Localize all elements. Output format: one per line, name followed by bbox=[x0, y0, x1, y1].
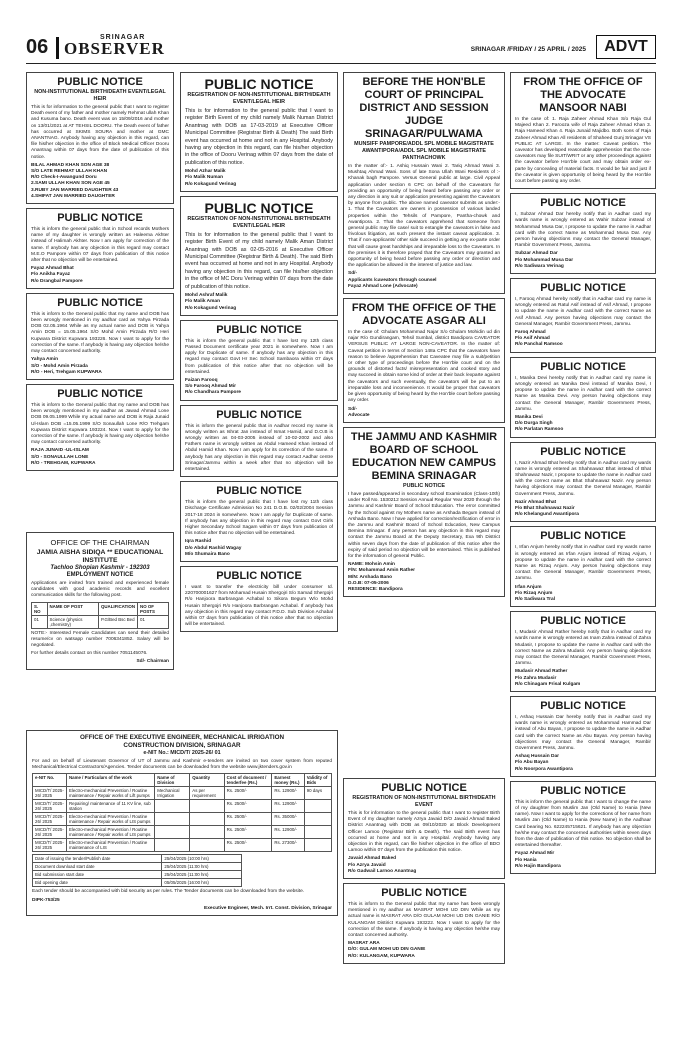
notice-title: THE JAMMU AND KASHMIR BOARD OF SCHOOL EDUCATION NEW CAMPUS BEMINA SRINAGAR bbox=[350, 430, 498, 482]
notice-title: PUBLIC NOTICE bbox=[216, 485, 302, 498]
public-notice bbox=[180, 196, 338, 316]
signature-line: MASRAT ARA bbox=[348, 941, 380, 947]
table-cell: Date of issuing the tender/Publish date bbox=[33, 855, 162, 863]
notice-title: PUBLIC NOTICE bbox=[381, 887, 467, 900]
table-cell: Rs. 2500/- bbox=[224, 800, 272, 813]
table-cell: Rs. 12900/- bbox=[272, 787, 304, 800]
table-cell: Rs. 27300/- bbox=[272, 839, 304, 852]
signature-line: R/o Parlatan Ramsoo bbox=[515, 427, 564, 433]
table-cell: 25/04/2025 (11:00 hrs) bbox=[162, 863, 242, 871]
public-notice bbox=[343, 427, 505, 597]
tender-box bbox=[26, 730, 338, 916]
notice-body: I want to transfer the electricity bill under consumer Id. 220700001627 from Mohamad Husain Shergojri S/o Samad Shergojri R/o Hanjoora Barbrangan Achabal to Sikora Begum W/o Mohd Husain Shergojri R/o Hanjoora Barbrangan Achabal. If anybody has any objection in this regard may contact P.D.D. Sub Division Achabal within 07 days from publication of this notice after that no objection will be entertained. bbox=[185, 585, 333, 628]
public-notice bbox=[510, 72, 656, 189]
table-header: Cost of document / tenderfee (Rs.) bbox=[224, 774, 272, 787]
public-notice bbox=[343, 72, 505, 294]
table-cell: MICD/T/ 2025-26/ 2025 bbox=[33, 787, 67, 800]
table-cell bbox=[155, 839, 190, 852]
notice-title: PUBLIC NOTICE bbox=[540, 784, 626, 797]
public-notice bbox=[510, 278, 656, 353]
table-cell: MICD/T/ 2025-26/ 2025 bbox=[33, 826, 67, 839]
chairman-note: NOTE:- Interested Female Candidates can send their detailed resume/cv on watsapp number 7006341852. Salary will be negotiated. bbox=[31, 630, 169, 649]
signature-line: Ashaq Hussain Dar bbox=[515, 754, 559, 760]
table-cell bbox=[304, 813, 331, 826]
notice-title: PUBLIC NOTICE bbox=[204, 199, 314, 216]
table-cell bbox=[155, 800, 190, 813]
notice-signature bbox=[348, 407, 500, 419]
notice-signature bbox=[515, 415, 651, 434]
table-row bbox=[33, 879, 242, 887]
table-cell: Rs. 2500/- bbox=[224, 826, 272, 839]
notice-body: I, Nazir Ahmad Bhat hereby notify that in Aadhar card my wards name is wrongly entered as Shahnawaz Bhat instead of Bhat Shahnawaz Nazir, I propose to update the name in Aadhar card with the correct name as Bhat Shahnawaz Nazir. Any person having objections may contact the General Manager, Rambir Government Press, Jammu. bbox=[515, 460, 651, 497]
notice-title: PUBLIC NOTICE bbox=[204, 76, 314, 92]
tender-footer: Each tender should be accompanied with bid security as per rules. The Tender documents can be downloaded from the website. bbox=[32, 889, 305, 895]
signature-line: Faizan Farooq bbox=[185, 377, 218, 383]
chairman-notice-label: EMPLOYMENT NOTICE bbox=[66, 572, 134, 578]
signature-line: S/O LATE REHMAT ULLAH KHAN bbox=[31, 169, 108, 175]
table-cell: Electro-mechanical Prevention / Routine maintenance / Repair works of LIS pumps bbox=[66, 826, 154, 839]
notice-signature bbox=[185, 539, 333, 558]
signature-line: Subzar Ahmad Dar bbox=[515, 251, 558, 257]
table-row bbox=[33, 813, 332, 826]
notice-body: This is inform the general public that in Aadhar record my name is wrongly written as Ishrat Jan instead of Ismat Hamid, and D.O.B is wrongly written as 04-03-2005 instead of 10-02-2002 and also Fathers name is wrongly written as Abdul Hameed Khan instead of Abdul Hamid Khan. Now I am apply for its correction of the same. If anybody has any objection in this regard may contact Aadhar centre Srinagar/Jammu within a week after that no objection will be entertained. bbox=[185, 423, 333, 472]
table-header: Validity of Bids bbox=[304, 774, 331, 787]
signature-line: R/O Check-I-Awangund Doru bbox=[31, 175, 97, 181]
signature-line: Yahya Amin bbox=[31, 357, 59, 363]
signature-line: R/O: KULANGAM, KUPWARA bbox=[348, 953, 415, 959]
signature-line: R/o Chandhara Pampore bbox=[185, 390, 241, 396]
signature-line: F/o Hania bbox=[515, 857, 537, 863]
public-notice bbox=[180, 320, 338, 401]
signature-line: Faroq Ahmad bbox=[515, 330, 546, 336]
public-notice bbox=[510, 781, 656, 874]
signature-line: R/o Panchal Ramsoo bbox=[515, 342, 563, 348]
public-notice bbox=[343, 778, 505, 879]
masthead-divider bbox=[56, 37, 59, 59]
signature-line: M/o Shumaira Bano bbox=[185, 551, 230, 557]
table-cell: Electro-mechanical Prevention / Routine maintenance / Repair works of Lift pumps bbox=[66, 787, 154, 800]
notice-body: This is inform to the General public that my name and DOB has been wrongly mentioned in my aadhar as Jawad Ahmad Lone DOB 09.05.1999 While my actual name and DOB is Raja Junaid Ul-Islam DOB =15.05.1999 S/O Sonaullah Lone R/O Trehgam Kupwara District Kupwara 193224. Now I want to apply for the correction of the same. If anybody is having any objection he/she may contact concerned authority. bbox=[31, 402, 169, 446]
table-cell bbox=[155, 813, 190, 826]
notice-body: I have passed/appeared in secondary school Examination (Class-10th) under Roll No. 1530212 Session Annual Regular Year 2020 through the Jammu and Kashmir Board of School Education. The error committed by the School against my Mothers name as Arshada Begum instead of Arshada Bano. Now I have applied for correction/rectification of error in the Jammu and Kashmir Board of School Education, New Campus Bemina Srinagar. If any person has any objection in this regard may contact the Jammu Board at the Deputy Secretary, Exa 9th District within seven days from the date of publication of this notice after the expiry of said period no objection will be entertained. This is published for the information of general Public. bbox=[348, 491, 500, 559]
notice-signature bbox=[31, 163, 169, 200]
table-header: S. NO bbox=[32, 602, 48, 615]
notice-signature bbox=[348, 562, 500, 593]
signature-line: Applicants /caveators through counsel bbox=[348, 277, 437, 283]
table-cell: Repairing/ maintenance of 11 KV line, sub station bbox=[66, 800, 154, 813]
public-notice bbox=[180, 405, 338, 478]
table-cell: Science (physics ,chemistry) bbox=[47, 615, 98, 628]
table-cell bbox=[304, 839, 331, 852]
notice-body: This is inform to the General public that my name and DOB has been wrongly mentioned in my aadhar card as Yahya Pirzada DOB 02.05.1964 While as my actual name and DOB is Yahya Amin DOB = 15.05.1964 S/O Mohd Amin Pirzada R/O Heri Kupwara District Kupwara 193226. Now I want to apply for the correction of the same. If anybody is having any objection he/she may contact concerned authority. bbox=[31, 311, 169, 355]
chairman-org: JAMIA AISHA SIDIQA ** EDUCATIONAL INSTITUTE bbox=[36, 549, 164, 564]
signature-line: F/o Abu Bayan bbox=[515, 760, 549, 766]
notice-title: PUBLIC NOTICE bbox=[216, 323, 302, 336]
tender-sign: Executive Engineer, Mech. Irrt. Const. Division, Srinagar bbox=[204, 905, 332, 911]
signature-line: F/o Rizaq Anjum bbox=[515, 590, 553, 596]
notice-signature bbox=[515, 669, 651, 688]
column-3 bbox=[343, 72, 505, 601]
table-cell: Rs. 12900/- bbox=[272, 826, 304, 839]
notice-title: PUBLIC NOTICE bbox=[540, 360, 626, 373]
table-cell: 05/05/2025 (16:00 hrs) bbox=[162, 879, 242, 887]
vacancy-table bbox=[31, 602, 169, 629]
notice-body: This is for information to the general public that I want to register Birth Event of my child namely Malik Numan District Anantnag with DOB as 17-03-2019 at Executive Officer Municipal Committee (Registrar Birth & Death) The said Birth event has occurred at home and not in any Hospital. Anybody having any objection in this regard, can file his/her objection in the office of Dooru Verinag within 07 days from the date of publication of this notice. bbox=[185, 108, 333, 166]
chairman-address: Tachloo Shopian Kashmir - 192303 bbox=[50, 565, 150, 571]
signature-line: D.O.B: 07-05-2006 bbox=[348, 580, 389, 586]
signature-line: BILAL AHMAD KHAN SON AGE 38 bbox=[31, 162, 110, 168]
notice-body: This is inform the general public that I have lost my 12th class Passed Document certificate year 2021 in somewhere. Now I am apply for Duplicate of same. If anybody has any objection in this regard may contact Govt Hr Sec School Sambaora within 07 days from publication of this notice after that no objection will be entertained. bbox=[185, 338, 333, 375]
signature-line: Mudasir Ahmad Rather bbox=[515, 669, 568, 675]
public-notice bbox=[26, 208, 174, 289]
table-cell bbox=[155, 826, 190, 839]
signature-line: R/o Noorpora Awantipora bbox=[515, 766, 573, 772]
notice-title: PUBLIC NOTICE bbox=[57, 76, 143, 88]
signature-line: Sd/- bbox=[348, 406, 358, 412]
notice-title: PUBLIC NOTICE bbox=[57, 212, 143, 225]
notice-title: FROM THE OFFICE OF THE ADVOCATE ASGAR ALI bbox=[351, 302, 497, 328]
signature-line: Fayaz Ahmad Mir bbox=[515, 851, 555, 857]
notice-body: I, Ashaq Hussain Dar hereby notify that in Aadhar card my wards name is wrongly entered as Mohammad Hammad Dar instead of Abu Bayan, I propose to update the name in Aadhar card with the correct Name as Abu Bayan. Any person having objections may contact the General Manager, Rambir Government Press, Jammu. bbox=[515, 715, 651, 752]
signature-line: D/o Durga Singh bbox=[515, 421, 553, 427]
notice-title: PUBLIC NOTICE bbox=[57, 296, 143, 309]
signature-line: Javaid Ahmad Baked bbox=[348, 856, 397, 862]
employment-notice bbox=[26, 532, 174, 670]
signature-line: F/o Asif Ahmad bbox=[515, 336, 550, 342]
notice-title: BEFORE THE HON'BLE COURT OF PRINCIPAL DISTRICT AND SESSION JUDGE SRINAGAR/PULWAMA bbox=[359, 76, 489, 140]
notice-body: I, Farooq Ahmad hereby notify that in Aadhar card my name is wrongly entered as Ratul Asif instead of Asif Ahmad, I propose to update the name in Aadhar card with the correct Name as Asif Ahmad. Any person having objections may contact the General Manager, Rambir Government Press, Jammu. bbox=[515, 297, 651, 327]
signature-line: Irfan Anjum bbox=[515, 584, 542, 590]
chairman-sign: Sd/- Chairman bbox=[136, 659, 169, 665]
table-cell: 01 bbox=[138, 615, 169, 628]
table-header: NAME OF POST bbox=[47, 602, 98, 615]
notice-title: PUBLIC NOTICE bbox=[57, 387, 143, 400]
public-notice bbox=[26, 384, 174, 471]
signature-line: F/o Azrya Javaid bbox=[348, 862, 386, 868]
signature-line: NAME: Mohsin Amin bbox=[348, 562, 395, 568]
table-cell: Rs. 35000/- bbox=[272, 813, 304, 826]
notice-subtitle: MUNSIFF PAMPORE/ADDL SPL MOBILE MAGISTRATE AWANTIPORA/ADDL SPL MOBILE MAGISTRATE PANTHACHOWK bbox=[354, 141, 494, 161]
table-cell: Mechanical Irrigation bbox=[155, 787, 190, 800]
chairman-intro: Applications are invited from trained and experienced female candidates with good academic records and excellent communication skills for the following post. bbox=[31, 581, 169, 599]
logo-small-text: SRINAGAR bbox=[100, 34, 146, 41]
signature-line: D/o Abdul Rashid Wagay bbox=[185, 545, 242, 551]
notice-signature bbox=[515, 851, 651, 870]
signature-line: R/o Hajin Bandipora bbox=[515, 863, 561, 869]
notice-signature bbox=[515, 585, 651, 604]
signature-line: S/O - SONAULLAH LONE bbox=[31, 454, 89, 460]
column-1 bbox=[26, 72, 174, 475]
table-cell: 25/04/2025 (10:00 hrs) bbox=[162, 855, 242, 863]
table-cell: Rs. 2500/- bbox=[224, 787, 272, 800]
signature-line: Mohd Azhar Malik bbox=[185, 169, 226, 175]
notice-title: PUBLIC NOTICE bbox=[216, 408, 302, 421]
notice-subtitle: REGISTRATION OF NON-INSTITUTIONAL BIRTH/DEATH EVENT bbox=[352, 795, 496, 808]
public-notice bbox=[26, 72, 174, 204]
public-notice bbox=[180, 481, 338, 562]
signature-line: R/o Sadiwara Verinag bbox=[515, 263, 564, 269]
notice-signature bbox=[31, 448, 169, 467]
signature-line: Mohd Ashraf Malik bbox=[185, 293, 228, 299]
column-4 bbox=[510, 72, 656, 878]
tender-dates-table bbox=[32, 854, 242, 887]
signature-line: Sd/- bbox=[348, 271, 358, 277]
table-cell: Bid opening date bbox=[33, 879, 162, 887]
table-row bbox=[33, 839, 332, 852]
signature-line: 2.SAMI ULLAH KHAN SON AGE 45 bbox=[31, 181, 110, 187]
signature-line: R/o Kokagund Verinag bbox=[185, 181, 237, 187]
notice-body: This is for information to the general public that I want to register Birth Event of my daughter namely Azrya Javaid D/O Javaid Ahmad Baked District Anantnag with DOB as 09/10/2020 at Block Development Officer Lamoo (Registrar Birth & Death). The said Birth event has occurred at home and not in any Hospital. Anybody having any objection in this regard, can file his/her objection in the office of BDO Lamoo within 07 days from the publication this notice. bbox=[348, 811, 500, 854]
notice-signature bbox=[185, 293, 333, 312]
public-notice bbox=[510, 526, 656, 607]
notice-title: PUBLIC NOTICE bbox=[540, 615, 626, 628]
notice-title: PUBLIC NOTICE bbox=[540, 445, 626, 458]
signature-line: S/O - Mohd Amin Pirzada bbox=[31, 363, 88, 369]
notice-signature bbox=[348, 271, 500, 290]
table-cell: P.G/Bed Bsc Bed bbox=[98, 615, 137, 628]
public-notice bbox=[180, 566, 338, 632]
table-cell: 90 days bbox=[304, 787, 331, 800]
notice-signature bbox=[348, 941, 500, 960]
page-number: 06 bbox=[26, 36, 49, 58]
tender-code: DIPK-753/25 bbox=[32, 897, 60, 903]
notice-subtitle: REGISTRATION OF NON-INSTITUTIONAL BIRTH/DEATH EVENT/LEGAL HEIR bbox=[187, 92, 331, 105]
table-cell: MICD/T/ 2025-26/ 2025 bbox=[33, 800, 67, 813]
signature-line: M/N: Arshada Bano bbox=[348, 574, 393, 580]
signature-line: F/o Malik Numan bbox=[185, 175, 224, 181]
public-notice bbox=[343, 883, 505, 964]
signature-line: S/o Farooq Ahmad Mir bbox=[185, 384, 236, 390]
table-row bbox=[33, 855, 242, 863]
table-cell bbox=[190, 813, 224, 826]
table-row bbox=[33, 871, 242, 879]
table-cell: As per requirement bbox=[190, 787, 224, 800]
public-notice bbox=[510, 442, 656, 523]
notice-subtitle: NON-INSTITUTIONAL BIRTH/DEATH EVENT/LEGAL HEIR bbox=[34, 89, 166, 102]
table-cell: Electro-mechanical Prevention / Routine maintenance of LIS bbox=[66, 839, 154, 852]
signature-line: Manika Devi bbox=[515, 414, 543, 420]
notice-title: PUBLIC NOTICE bbox=[540, 282, 626, 295]
notice-signature bbox=[185, 169, 333, 188]
public-notice bbox=[26, 293, 174, 380]
notice-title: PUBLIC NOTICE bbox=[540, 197, 626, 210]
public-notice bbox=[343, 298, 505, 423]
chairman-title: OFFICE OF THE CHAIRMAN bbox=[50, 538, 150, 547]
table-row bbox=[33, 800, 332, 813]
table-row bbox=[33, 863, 242, 871]
table-cell: MICD/T/ 2025-26/ 2025 bbox=[33, 813, 67, 826]
masthead bbox=[26, 34, 656, 64]
signature-line: F/o Mohammad Musa Dar bbox=[515, 257, 574, 263]
signature-line: R/O - TREHGAM, KUPWARA bbox=[31, 460, 96, 466]
signature-line: 3.RUBY JAN MARRIED DAUGHTER 43 bbox=[31, 187, 119, 193]
notice-subtitle: REGISTRATION OF NON-INSTITUTIONAL BIRTH/DEATH EVENT/LEGAL HEIR bbox=[187, 215, 331, 229]
signature-line: F/o Anikha Fayaz bbox=[31, 272, 71, 278]
signature-line: 4.SHIFAT JAN MARRIED DAUGHTER bbox=[31, 193, 115, 199]
notice-body: I, Manika Devi hereby notify that in Aadhar card my name is wrongly entered as Manika Devi instead of Manika Devi, I propose to update the name in Aadhar card with the correct Name as Manika Devi. Any person having objections may contact the General Manager, Rambir Government Press, Jammu. bbox=[515, 375, 651, 412]
table-header: Name / Particulars of the work bbox=[66, 774, 154, 787]
dateline: SRINAGAR /FRIDAY / 25 APRIL / 2025 bbox=[470, 46, 586, 53]
signature-line: Fayaz Ahmad Bhat bbox=[31, 266, 74, 272]
notice-subtitle: PUBLIC NOTICE bbox=[403, 482, 445, 489]
signature-line: Fayaz Ahmad Lone (Advocate) bbox=[348, 283, 418, 289]
table-header: e-NIT No. bbox=[33, 774, 67, 787]
signature-line: R/o Kokagund Verinag bbox=[185, 305, 237, 311]
signature-line: R/o Drangbal Pampore bbox=[31, 278, 83, 284]
tender-title-1: OFFICE OF THE EXECUTIVE ENGINEER, MECHANICAL IRRIGATION bbox=[79, 734, 285, 741]
tender-title-2: CONSTRUCTION DIVISION, SRINAGAR bbox=[123, 742, 241, 749]
signature-line: RAJA JUNAID -UL-ISLAM bbox=[31, 448, 89, 454]
table-cell: 01 bbox=[32, 615, 48, 628]
table-cell: Rs. 12900/- bbox=[272, 800, 304, 813]
chairman-contact: For further details contact on this number 7051145076. bbox=[31, 651, 148, 657]
table-cell: 25/04/2025 (11:00 hrs) bbox=[162, 871, 242, 879]
logo-main-text: OBSERVER bbox=[64, 39, 165, 58]
notice-signature bbox=[31, 357, 169, 376]
notice-body: This is inform the general public that I want to change the name of my daughter from Muslim Jan (Old Name) to Hania (New name). Now I want to apply for the corrections of her name from Muslim Jan (Old Name) to Hania (New Name) in the Aadhaar Card bearing No. 622245715621. If anybody has any objection he/she may contact the concerned authorities within seven days from the date of publication of this notice. No objection shall be entertained thereafter. bbox=[515, 799, 651, 849]
notice-signature bbox=[515, 251, 651, 270]
newspaper-logo bbox=[64, 34, 165, 56]
signature-line: RESIDENCE: Bandipora bbox=[348, 586, 403, 592]
chairman-notice bbox=[26, 532, 174, 674]
table-row bbox=[32, 615, 169, 628]
table-cell bbox=[190, 826, 224, 839]
public-notice bbox=[510, 611, 656, 692]
notice-signature bbox=[185, 378, 333, 397]
notice-body: In the case of: 1. Raja Zaheer Ahmad Khan S/o Raja Gul Majeed Khan 2. Farooza wife of Raja Zaheer Ahmad Khan 3. Raja Hameed Khan 4. Raja Junaid Majidbo. Both sons of Raja Zaheer Ahmad Khan All residents of Shaheed Gunj Srinagar VS PUBLIC AT LARGE. In the matter: Caveat petition. The caveator has developed reasonable apprehension that the non-caveators may file SUIT/WRIT or any other proceedings against the caveator before Hon'ble court and may obtain order ex-parte by concealing of material facts. It would be fair and just if the caveator is given opportunity of being heard by the Hon'ble court before passing any order. bbox=[515, 117, 651, 185]
signature-line: F/o Bhat Shahnawaz Nazir bbox=[515, 505, 575, 511]
table-row bbox=[33, 787, 332, 800]
notice-body: I, Subzar Ahmad Dar hereby notify that in Aadhar card my wards name is wrongly entered as Wahir Subzar instead of Mohammad Musa Dar, I propose to update the name in Aadhar card with the correct Name as Mohammad Musa Dar. Any person having objections may contact the General Manager, Rambir Government Press, Jammu. bbox=[515, 212, 651, 249]
notice-signature bbox=[515, 754, 651, 773]
table-header: QUALIFICATION bbox=[98, 602, 137, 615]
notice-title: PUBLIC NOTICE bbox=[540, 700, 626, 712]
signature-line: F/o Zahra Mudasir bbox=[515, 675, 557, 681]
signature-line: Iqra Rashid bbox=[185, 539, 212, 545]
public-notice bbox=[510, 357, 656, 438]
signature-line: R/o Sadiwara Tral bbox=[515, 596, 555, 602]
notice-signature bbox=[348, 856, 500, 875]
notice-body: This is inform the general public that in School records Mothers name of my daughter is wrongly written as Haleema Akhter instead of Halimah Akhter. Now I am apply for correction of the same. If anybody has any objection in this regard may contact M.E.O Pampore within 07 days from publication of this notice after that no objection will be entertained. bbox=[31, 227, 169, 264]
signature-line: D/O: GULAM MOHI UD DIN GANIE bbox=[348, 947, 426, 953]
notice-body: I, Irfan Anjum hereby notify that in Aadhar card my wards name is wrongly entered as Irfan Anjum instead of Rizaq Anjum, I propose to update the name in Aadhar card with the correct Name as Rizaq Anjum. Any person having objections may contact the General Manager, Rambir Government Press, Jammu. bbox=[515, 545, 651, 582]
signature-line: R/o Gadwail Larnoo Anantnag bbox=[348, 868, 417, 874]
section-label: ADVT bbox=[596, 35, 656, 59]
notice-title: PUBLIC NOTICE bbox=[540, 530, 626, 543]
tender-intro: For and on behalf of Lieutenant Governor of UT of Jammu and Kashmir e-tenders are invited on two cover system from reputed Mechanical/Electrical Contractors/Agencies. Tender documents can be downloaded from the website www.jktenders.gov.in bbox=[32, 759, 332, 771]
signature-line: R/O - Heri, Trehgam KUPWARA bbox=[31, 369, 102, 375]
public-notice bbox=[510, 696, 656, 777]
notice-body: This is inform the general public that I have lost my 11th class Discharge Certificate Admission No 241 D.O.B. 02/02/2004 Session 2017-18 2024 in somewhere. Now I am apply for Duplicate of same. If anybody has any objection in this regard may contact Govt Girls Higher Secondary School Sagam within 07 days from publication of this notice after that no objection will be entertained. bbox=[185, 500, 333, 537]
notice-body: This is for information to the general public that I want to register Death event of my father and mother namely Rehmat ullah Khan and Kusuma bano. Death event was on 15/09/2016 and mother on 13/01/2021 at AT TEHSIL DOORU. The Death event of father has occurred at SKIMS SOURA and mother at GMC ANANTNAG. Anybody having any objection in this regard, can file his/her objection in the office of Block Medical Officer Dooru Anantnag within 07 days from the date of publication of this notice. bbox=[31, 105, 169, 160]
tender-notice bbox=[26, 730, 338, 920]
signature-line: F/o Malik Aman bbox=[185, 299, 221, 305]
table-cell: MICD/T/ 2025-26/ 2025 bbox=[33, 839, 67, 852]
notice-title: PUBLIC NOTICE bbox=[216, 570, 302, 582]
notice-body: I, Mudasir Ahmad Rather hereby notify that in Aadhar card my wards name is wrongly entered as Inam Zahra instead of Zahra Mudasir, I propose to update the name in Aadhar card with the correct Name as Zahra Mudasir. Any person having objections may contact the General Manager, Rambir Government Press, Jammu. bbox=[515, 630, 651, 667]
table-header: Name of Division bbox=[155, 774, 190, 787]
table-row bbox=[33, 826, 332, 839]
notice-signature bbox=[515, 330, 651, 349]
table-header: Quantity bbox=[190, 774, 224, 787]
signature-line: R/o Khelangund Awantipora bbox=[515, 512, 579, 518]
signature-line: Advocate bbox=[348, 412, 370, 418]
table-cell bbox=[190, 839, 224, 852]
notice-title: PUBLIC NOTICE bbox=[381, 782, 467, 794]
table-cell: Electro-mechanical Prevention / Routine maintenance / Repair works of LIS pumps bbox=[66, 813, 154, 826]
tender-nit: e-NIT No.: MICD/T/ 2025-26/ 01 bbox=[143, 750, 221, 756]
public-notice bbox=[510, 193, 656, 274]
signature-line: Nazir Ahmad Bhat bbox=[515, 499, 557, 505]
notice-body: In the case of: Ghulam Mohammad Najar S/o Ghulam Mohidin ud din najar R/o Gundirangam, Tehsil Sumbal, district Bandipora CAVEATOR VERSUS PUBLIC AT LARGE NON-CAVEATOR. In the matter of: Caveat petition in terms of Section 148a CPC that the caveators have reason to believe /apprehension that Caveatee may file a suit/petition or other type of proceedings before the Hon'ble court and on the grounds of distorted facts/ misrepresentation and cooked story and may succeed in obtain some kind of order at their back /exparte against the caveators and such eventually, the caveators will be put to an irreparable loss and inconvenience. It would be proper that caveators be given opportunity of being heard by the Hon'ble court before passing any order. bbox=[348, 330, 500, 404]
table-cell: Bid submission start date bbox=[33, 871, 162, 879]
table-header: Earnest money (Rs.) bbox=[272, 774, 304, 787]
signature-line: R/o Chinagam Frisal Kulgam bbox=[515, 681, 581, 687]
table-cell bbox=[304, 800, 331, 813]
public-notice bbox=[180, 72, 338, 192]
table-cell bbox=[190, 800, 224, 813]
table-header: NO OF POSTS bbox=[138, 602, 169, 615]
notice-title: FROM THE OFFICE OF THE ADVOCATE MANSOOR NABI bbox=[523, 76, 643, 114]
table-cell: Rs. 2500/- bbox=[224, 839, 272, 852]
notice-body: In the matter of:- 1. Ashiq Hussain Wani 2. Tariq Ahmad Wani 3. Mushtaq Ahmad Wani. Sons of late Sona Ullah Wani Residents of :- Khanak bagh Pampore. Versus General public at large. Civil Appeal application under section 6 CPC on behalf of the Caveators for providing an opportunity of being heard before passing any order or any direction in any suit or application presenting against the Caveators by anyone from public. The above named caveator submits as under:- 1. That the Caveators are owners in possession of various landed properties within the Tehsils of Pampore, Pantha-chowk and Awantipora. 2. That the caveators apprehend that someone from general public may file case/ suit to entangle the caveators in false and frivolous litigation, as such present the instant caveat application. 3. That if non-applicants/ other side succeed in getting any ex-parte order that will cause great hardships and irreparable loss to the Caveators. In the premises it is therefore prayed that the Caveators may granted an opportunity of being heard before passing any order or direction and the application be allowed in the interest of justice and law. bbox=[348, 164, 500, 269]
tender-table bbox=[32, 773, 332, 852]
notice-signature bbox=[515, 500, 651, 519]
table-cell bbox=[304, 826, 331, 839]
notice-body: This is inform to the General public that my name has been wrongly mentioned in my aadhar as MASRAT MOHI UD DIN While as my actual name is MASRAT ARA D/O GULAM MOHI UD DIN GANIE R/O KULANGAM Distirict Kupwara 193222. Now I want to apply for the correction of the same. If anybody is having any objection he/she may contact concerned authority. bbox=[348, 902, 500, 939]
signature-line: F/N: Mohammad Amin Rather bbox=[348, 568, 415, 574]
table-cell: Rs. 2500/- bbox=[224, 813, 272, 826]
notice-signature bbox=[31, 266, 169, 285]
notice-body: This is for information to the general public that I want to register Birth Event of my child namely Malik Aman District Anantnag with DOB as 02-05-2016 at Executive Officer Municipal Committee (Registrar Birth & Death). The said Birth event has occurred at home and not in any Hospital. Anybody having any objection in this regard, can file his/her objection in the office of MC Doru Verinag within 07 days from the date of publication of this notice. bbox=[185, 231, 333, 290]
column-3-lower bbox=[343, 778, 505, 968]
column-2 bbox=[180, 72, 338, 636]
table-cell: Document download start date bbox=[33, 863, 162, 871]
